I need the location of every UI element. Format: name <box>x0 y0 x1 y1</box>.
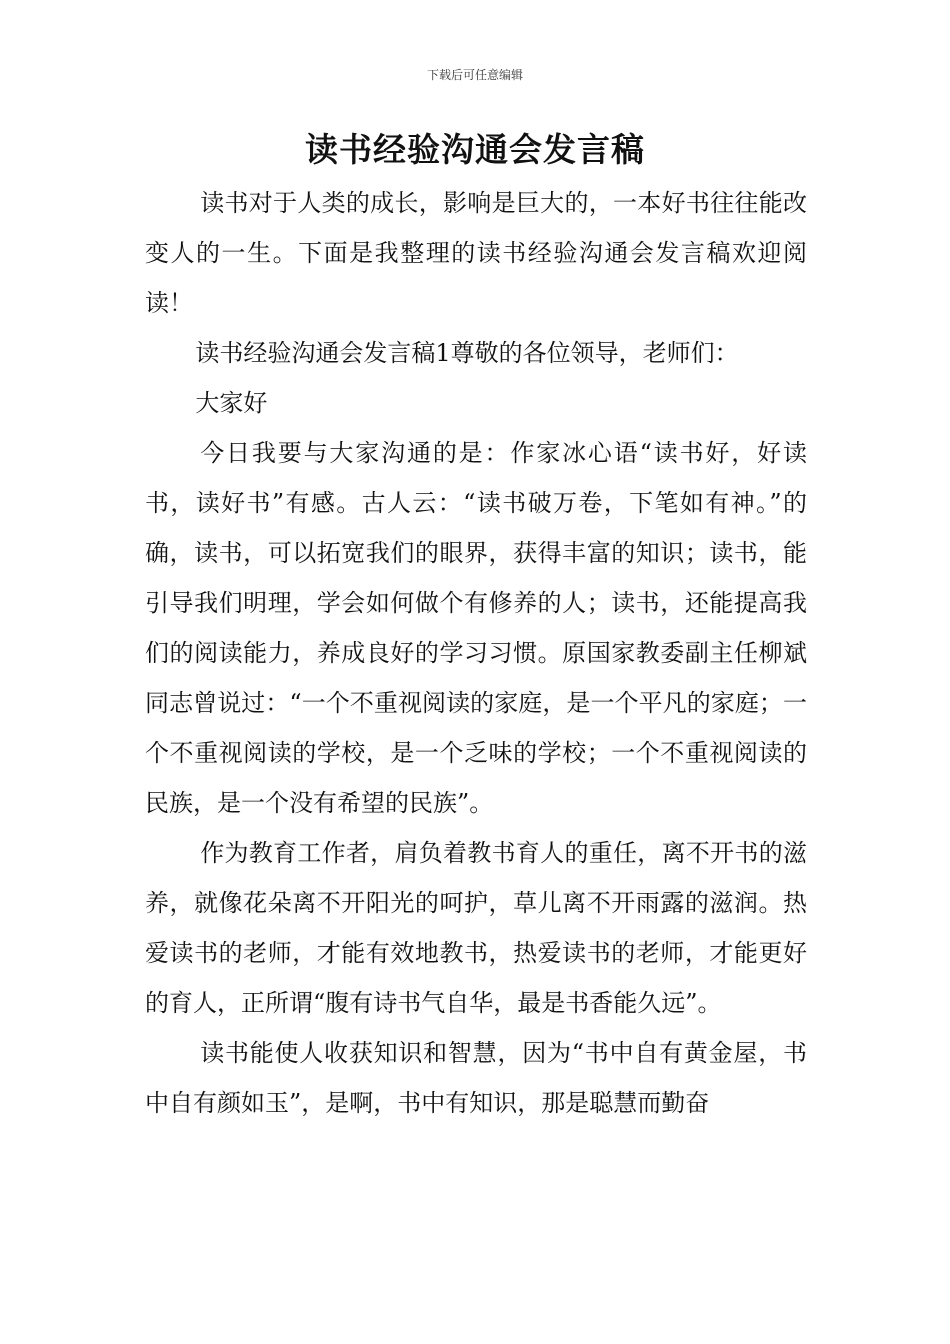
paragraph-greeting: 大家好 <box>195 389 268 417</box>
header-note: 下载后可任意编辑 <box>426 68 523 82</box>
paragraph-salutation: 读书经验沟通会发言稿1尊敬的各位领导，老师们： <box>195 339 739 367</box>
paragraph-body-2: 作为教育工作者，肩负着教书育人的重任，离不开书的滋养，就像花朵离不开阳光的呵护，草儿离不开雨露的滋润。热爱读书的老师，才能有效地教书，热爱读书的老师，才能更好的育人，正所谓“腹有诗书气自华，最是书香能久远”。 <box>145 839 807 1017</box>
document-body <box>145 178 807 1128</box>
paragraph-body-3: 读书能使人收获知识和智慧，因为“书中自有黄金屋，书中自有颜如玉”，是啊，书中有知识，那是聪慧而勤奋 <box>145 1039 807 1117</box>
document-title: 读书经验沟通会发言稿 <box>305 130 645 169</box>
paragraph-intro: 读书对于人类的成长，影响是巨大的，一本好书往往能改变人的一生。下面是我整理的读书经验沟通会发言稿欢迎阅读！ <box>145 189 807 317</box>
paragraph-body-1: 今日我要与大家沟通的是：作家冰心语“读书好，好读书，读好书”有感。古人云：“读书破万卷，下笔如有神。”的确，读书，可以拓宽我们的眼界，获得丰富的知识；读书，能引导我们明理，学会如何做个有修养的人；读书，还能提高我们的阅读能力，养成良好的学习习惯。原国家教委副主任柳斌同志曾说过：“一个不重视阅读的家庭，是一个平凡的家庭；一个不重视阅读的学校，是一个乏味的学校；一个不重视阅读的民族，是一个没有希望的民族”。 <box>145 439 807 817</box>
